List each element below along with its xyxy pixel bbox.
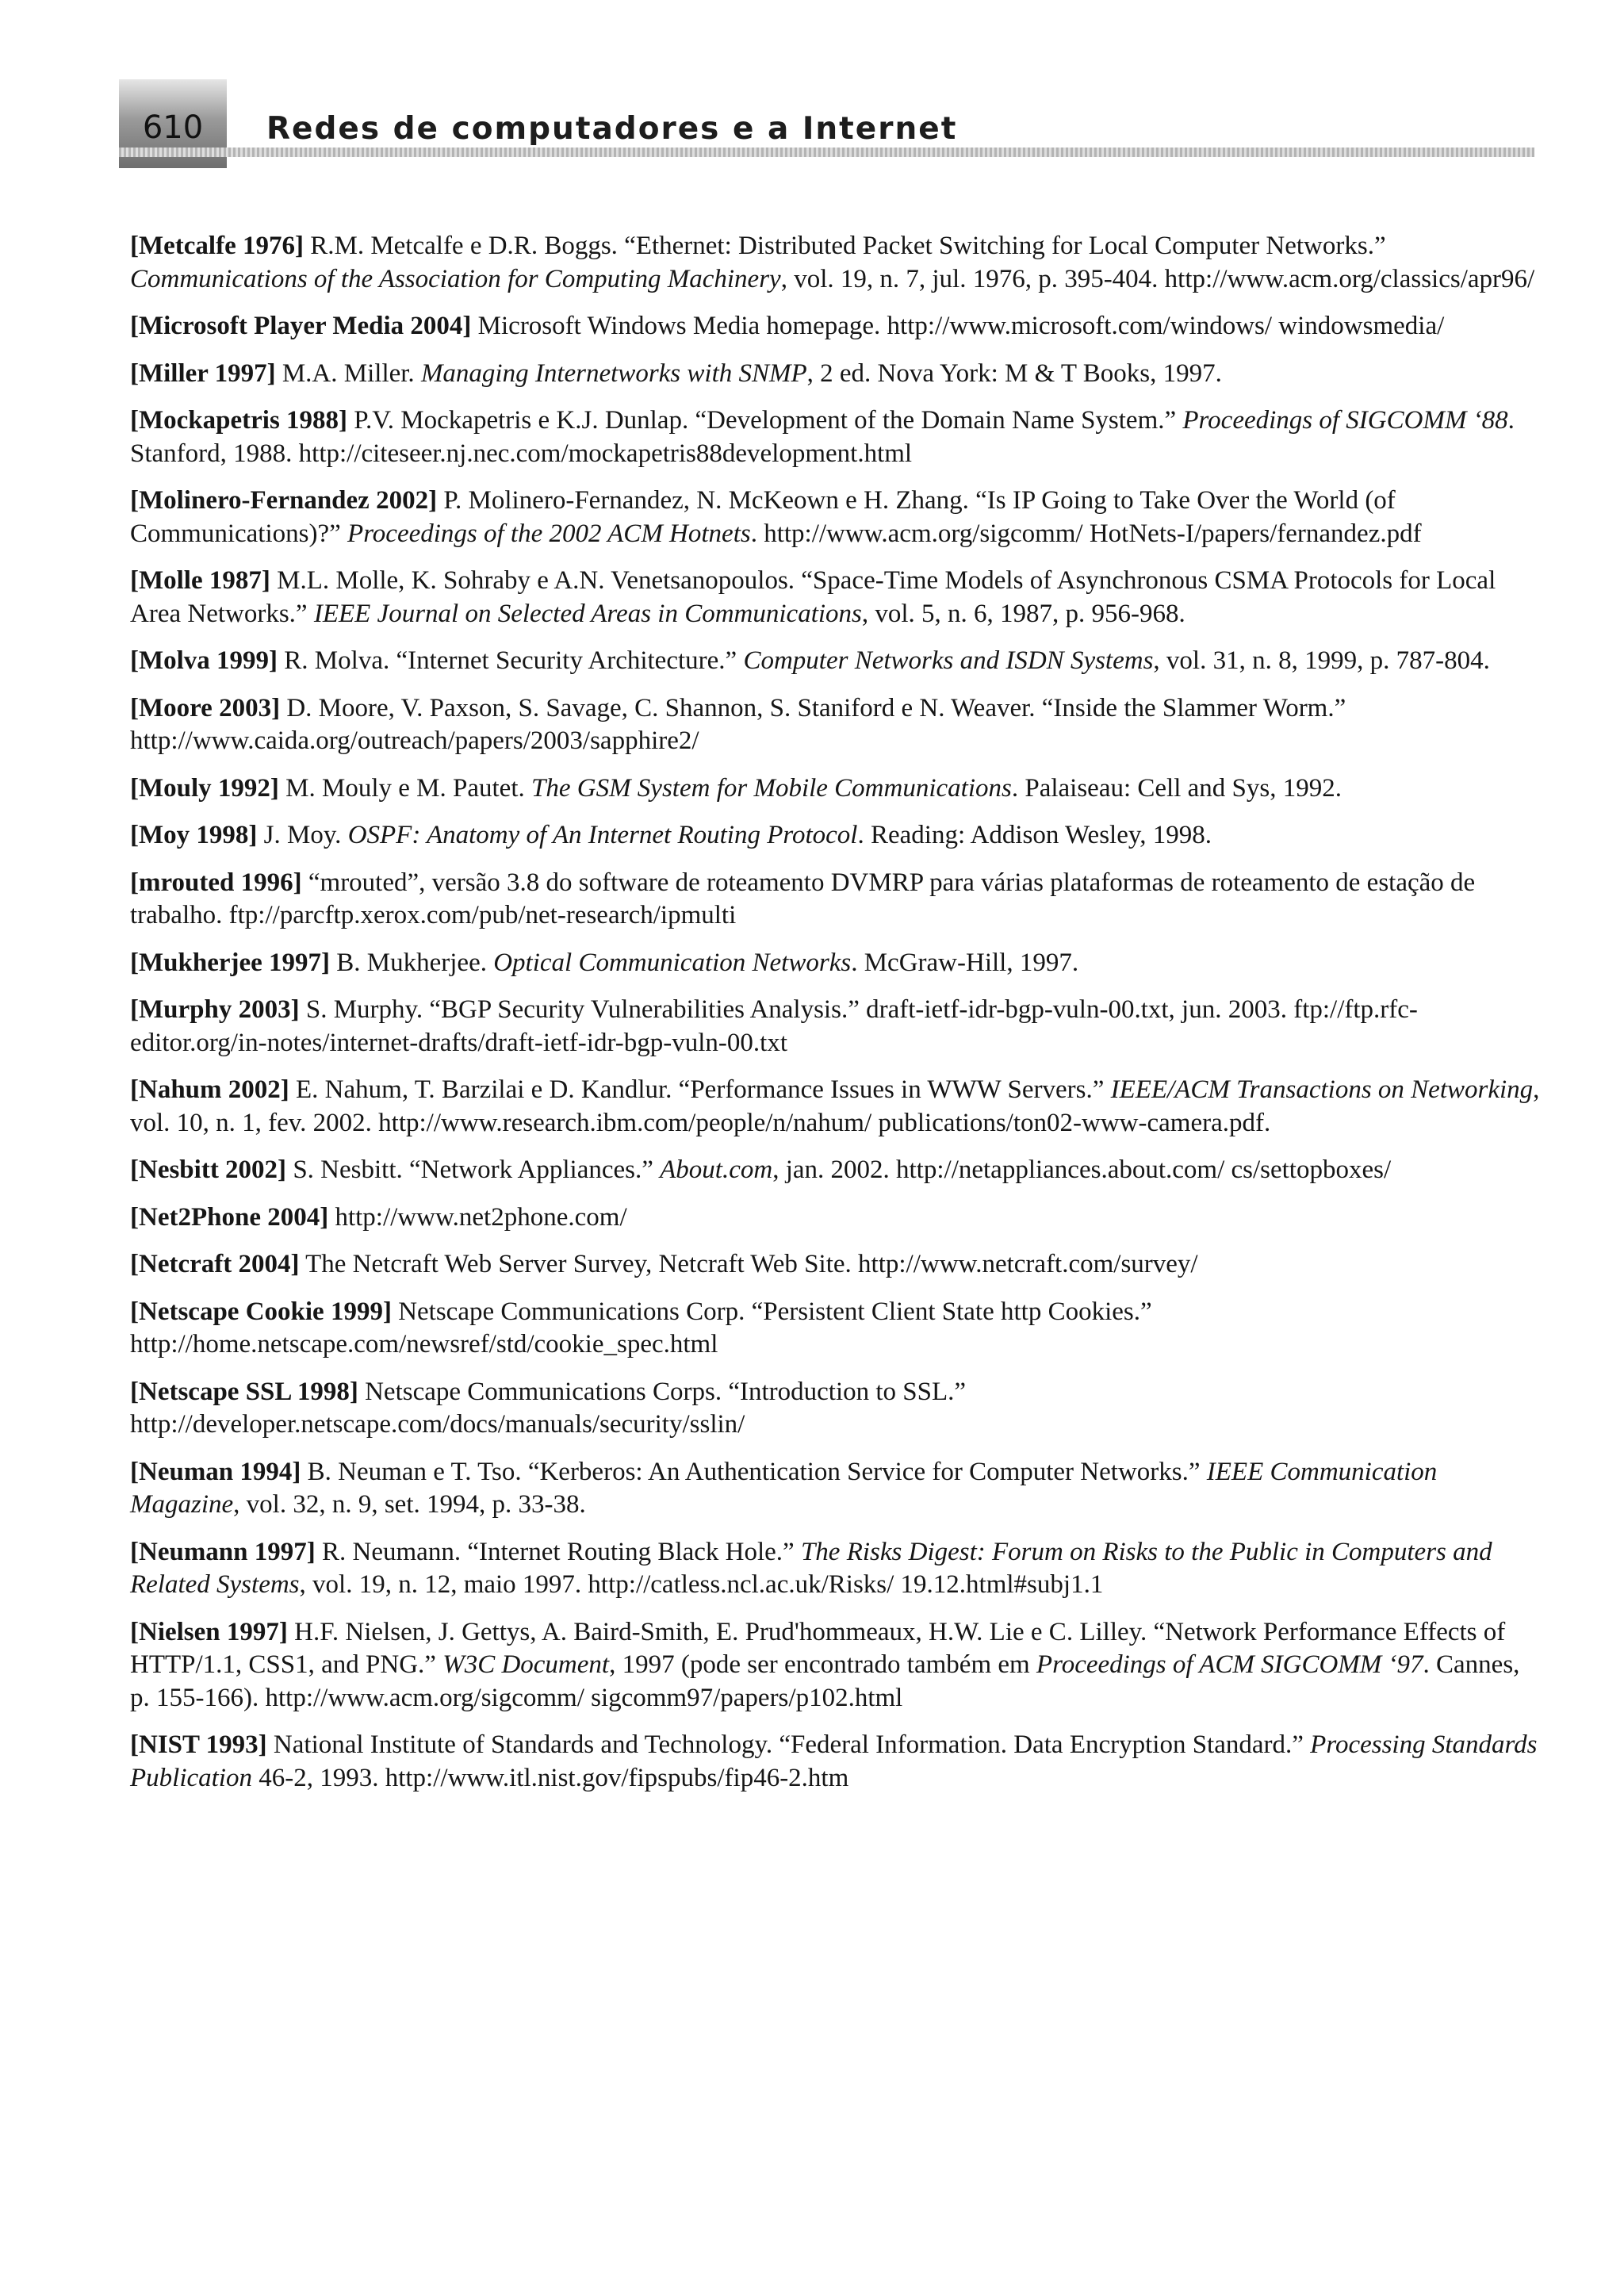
- reference-entry: [130, 1248, 1542, 1282]
- reference-entry: [130, 994, 1542, 1060]
- reference-entry: [130, 1536, 1542, 1602]
- reference-source-title: Communications of the Association for Computing Machinery: [130, 264, 781, 293]
- reference-text: M.L. Molle, K. Sohraby e A.N. Venetsanopoulos. “Space-Time Models of Asynchronous CSMA Protocols for Local Area Networks.”: [130, 566, 1496, 628]
- header-rule: [119, 148, 1534, 157]
- reference-entry: [130, 358, 1542, 391]
- reference-entry: [130, 1729, 1542, 1795]
- reference-entry: [130, 947, 1542, 980]
- reference-key: [Molle 1987]: [130, 566, 270, 595]
- reference-text: P. Molinero-Fernandez, N. McKeown e H. Zhang. “Is IP Going to Take Over the World (of Communications)?”: [130, 486, 1396, 548]
- reference-source-title: Proceedings of ACM SIGCOMM ‘97: [1036, 1650, 1423, 1679]
- reference-key: [Neumann 1997]: [130, 1537, 316, 1566]
- reference-key: [Mouly 1992]: [130, 773, 279, 803]
- reference-text: National Institute of Standards and Technology. “Federal Information. Data Encryption Standard.”: [266, 1730, 1311, 1759]
- reference-text: The Netcraft Web Server Survey, Netcraft Web Site. http://www.netcraft.com/survey/: [299, 1250, 1198, 1278]
- running-title: Redes de computadores e a Internet: [266, 111, 958, 147]
- reference-text: , vol. 31, n. 8, 1999, p. 787-804.: [1153, 646, 1490, 675]
- reference-text: Microsoft Windows Media homepage. http://www.microsoft.com/windows/ windowsmedia/: [471, 312, 1445, 340]
- reference-list: [130, 230, 1542, 1809]
- reference-text: . Palaiseau: Cell and Sys, 1992.: [1011, 773, 1342, 803]
- reference-text: http://www.net2phone.com/: [328, 1202, 627, 1232]
- reference-text: , 1997 (pode ser encontrado também em: [609, 1650, 1036, 1679]
- reference-key: [Moy 1998]: [130, 821, 258, 849]
- reference-entry: [130, 867, 1542, 933]
- reference-key: [Moore 2003]: [130, 693, 281, 722]
- reference-source-title: Computer Networks and ISDN Systems: [743, 646, 1154, 675]
- reference-text: E. Nahum, T. Barzilai e D. Kandlur. “Performance Issues in WWW Servers.”: [289, 1075, 1111, 1104]
- reference-entry: [130, 310, 1542, 343]
- reference-entry: [130, 645, 1542, 678]
- page-number: 610: [142, 109, 204, 146]
- reference-key: [Mukherjee 1997]: [130, 948, 331, 977]
- reference-text: S. Nesbitt. “Network Appliances.”: [286, 1155, 661, 1184]
- reference-key: [Nesbitt 2002]: [130, 1155, 287, 1184]
- reference-text: H.F. Nielsen, J. Gettys, A. Baird-Smith, E. Prud'hommeaux, H.W. Lie e C. Lilley. “Network Performance Effects of HTTP/1.1, CSS1, and PNG.”: [130, 1617, 1506, 1679]
- reference-source-title: OSPF: Anatomy of An Internet Routing Protocol: [347, 821, 858, 849]
- reference-entry: [130, 485, 1542, 550]
- reference-entry: [130, 1074, 1542, 1140]
- reference-text: , vol. 32, n. 9, set. 1994, p. 33-38.: [233, 1490, 586, 1519]
- reference-entry: [130, 1456, 1542, 1522]
- reference-key: [Metcalfe 1976]: [130, 232, 304, 260]
- reference-text: R. Molva. “Internet Security Architecture.”: [278, 646, 744, 675]
- reference-text: . Cannes, p. 155-166). http://www.acm.org/sigcomm/ sigcomm97/papers/p102.html: [130, 1650, 1520, 1712]
- reference-entry: [130, 819, 1542, 853]
- reference-key: [Molva 1999]: [130, 646, 278, 675]
- reference-text: . McGraw-Hill, 1997.: [851, 948, 1079, 977]
- reference-text: , vol. 19, n. 12, maio 1997. http://catless.ncl.ac.uk/Risks/ 19.12.html#subj1.1: [299, 1570, 1104, 1599]
- reference-text: , 2 ed. Nova York: M & T Books, 1997.: [806, 358, 1222, 388]
- reference-text: M.A. Miller.: [275, 358, 421, 388]
- reference-text: , jan. 2002. http://netappliances.about.com/ cs/settopboxes/: [772, 1155, 1392, 1184]
- reference-text: , vol. 19, n. 7, jul. 1976, p. 395-404. http://www.acm.org/classics/apr96/: [780, 264, 1535, 293]
- reference-source-title: Proceedings of SIGCOMM ‘88: [1182, 406, 1508, 435]
- reference-source-title: Proceedings of the 2002 ACM Hotnets: [347, 519, 751, 548]
- reference-entry: [130, 772, 1542, 806]
- reference-key: [Miller 1997]: [130, 358, 276, 388]
- reference-key: [Microsoft Player Media 2004]: [130, 312, 472, 340]
- reference-text: J. Moy.: [257, 821, 348, 849]
- reference-source-title: About.com: [660, 1155, 773, 1184]
- reference-source-title: Managing Internetworks with SNMP: [420, 358, 807, 388]
- reference-text: R.M. Metcalfe e D.R. Boggs. “Ethernet: Distributed Packet Switching for Local Computer Networks.”: [303, 232, 1386, 260]
- reference-text: R. Neumann. “Internet Routing Black Hole.”: [315, 1537, 801, 1566]
- reference-key: [Netscape Cookie 1999]: [130, 1297, 392, 1326]
- reference-entry: [130, 692, 1542, 758]
- reference-text: B. Neuman e T. Tso. “Kerberos: An Authentication Service for Computer Networks.”: [301, 1457, 1207, 1486]
- reference-entry: [130, 1296, 1542, 1362]
- reference-source-title: Processing Standards Publication: [130, 1730, 1538, 1792]
- reference-key: [Nielsen 1997]: [130, 1617, 288, 1646]
- reference-source-title: The GSM System for Mobile Communications: [530, 773, 1012, 803]
- reference-text: . Reading: Addison Wesley, 1998.: [857, 821, 1212, 849]
- reference-text: P.V. Mockapetris e K.J. Dunlap. “Development of the Domain Name System.”: [347, 406, 1183, 435]
- reference-text: , vol. 5, n. 6, 1987, p. 956-968.: [861, 599, 1185, 628]
- reference-entry: [130, 565, 1542, 630]
- reference-text: D. Moore, V. Paxson, S. Savage, C. Shannon, S. Staniford e N. Weaver. “Inside the Slammer Worm.” http://www.caida.org/outreach/papers/2003/sapphire2/: [130, 693, 1346, 755]
- reference-text: B. Mukherjee.: [330, 948, 494, 977]
- reference-text: . http://www.acm.org/sigcomm/ HotNets-I/papers/fernandez.pdf: [750, 519, 1422, 548]
- reference-entry: [130, 1376, 1542, 1442]
- reference-text: Netscape Communications Corps. “Introduction to SSL.” http://developer.netscape.com/docs/manuals/security/sslin/: [130, 1377, 967, 1439]
- reference-text: M. Mouly e M. Pautet.: [278, 773, 531, 803]
- reference-source-title: W3C Document: [442, 1650, 610, 1679]
- reference-text: 46-2, 1993. http://www.itl.nist.gov/fipspubs/fip46-2.htm: [251, 1763, 849, 1792]
- reference-text: “mrouted”, versão 3.8 do software de roteamento DVMRP para várias plataformas de roteamento de estação de trabalho. ftp://parcftp.xerox.com/pub/net-research/ipmulti: [130, 868, 1476, 929]
- reference-entry: [130, 230, 1542, 296]
- reference-entry: [130, 1616, 1542, 1715]
- reference-key: [Netscape SSL 1998]: [130, 1377, 358, 1406]
- reference-source-title: The Risks Digest: Forum on Risks to the Public in Computers and Related Systems: [130, 1537, 1492, 1599]
- reference-key: [Molinero-Fernandez 2002]: [130, 486, 438, 515]
- reference-text: . Stanford, 1988. http://citeseer.nj.nec.com/mockapetris88development.html: [130, 406, 1515, 468]
- reference-text: , vol. 10, n. 1, fev. 2002. http://www.research.ibm.com/people/n/nahum/ publications/ton02-www-camera.pdf.: [130, 1075, 1540, 1137]
- reference-entry: [130, 404, 1542, 470]
- reference-key: [Neuman 1994]: [130, 1457, 301, 1486]
- reference-key: [Murphy 2003]: [130, 995, 300, 1024]
- reference-source-title: IEEE Communication Magazine: [130, 1457, 1438, 1519]
- reference-key: [Nahum 2002]: [130, 1075, 289, 1104]
- reference-key: [Net2Phone 2004]: [130, 1202, 329, 1232]
- reference-source-title: IEEE/ACM Transactions on Networking: [1110, 1075, 1534, 1104]
- reference-entry: [130, 1154, 1542, 1187]
- reference-key: [Mockapetris 1988]: [130, 406, 348, 435]
- reference-entry: [130, 1201, 1542, 1235]
- reference-key: [Netcraft 2004]: [130, 1250, 300, 1278]
- reference-key: [mrouted 1996]: [130, 868, 302, 897]
- reference-text: Netscape Communications Corp. “Persistent Client State http Cookies.” http://home.netscape.com/newsref/std/cookie_spec.html: [130, 1297, 1152, 1359]
- reference-text: S. Murphy. “BGP Security Vulnerabilities Analysis.” draft-ietf-idr-bgp-vuln-00.txt, jun. 2003. ftp://ftp.rfc-editor.org/in-notes/internet-drafts/draft-ietf-idr-bgp-vuln-00.txt: [130, 995, 1418, 1057]
- reference-source-title: Optical Communication Networks: [493, 948, 852, 977]
- reference-key: [NIST 1993]: [130, 1730, 267, 1759]
- reference-source-title: IEEE Journal on Selected Areas in Communications: [313, 599, 862, 628]
